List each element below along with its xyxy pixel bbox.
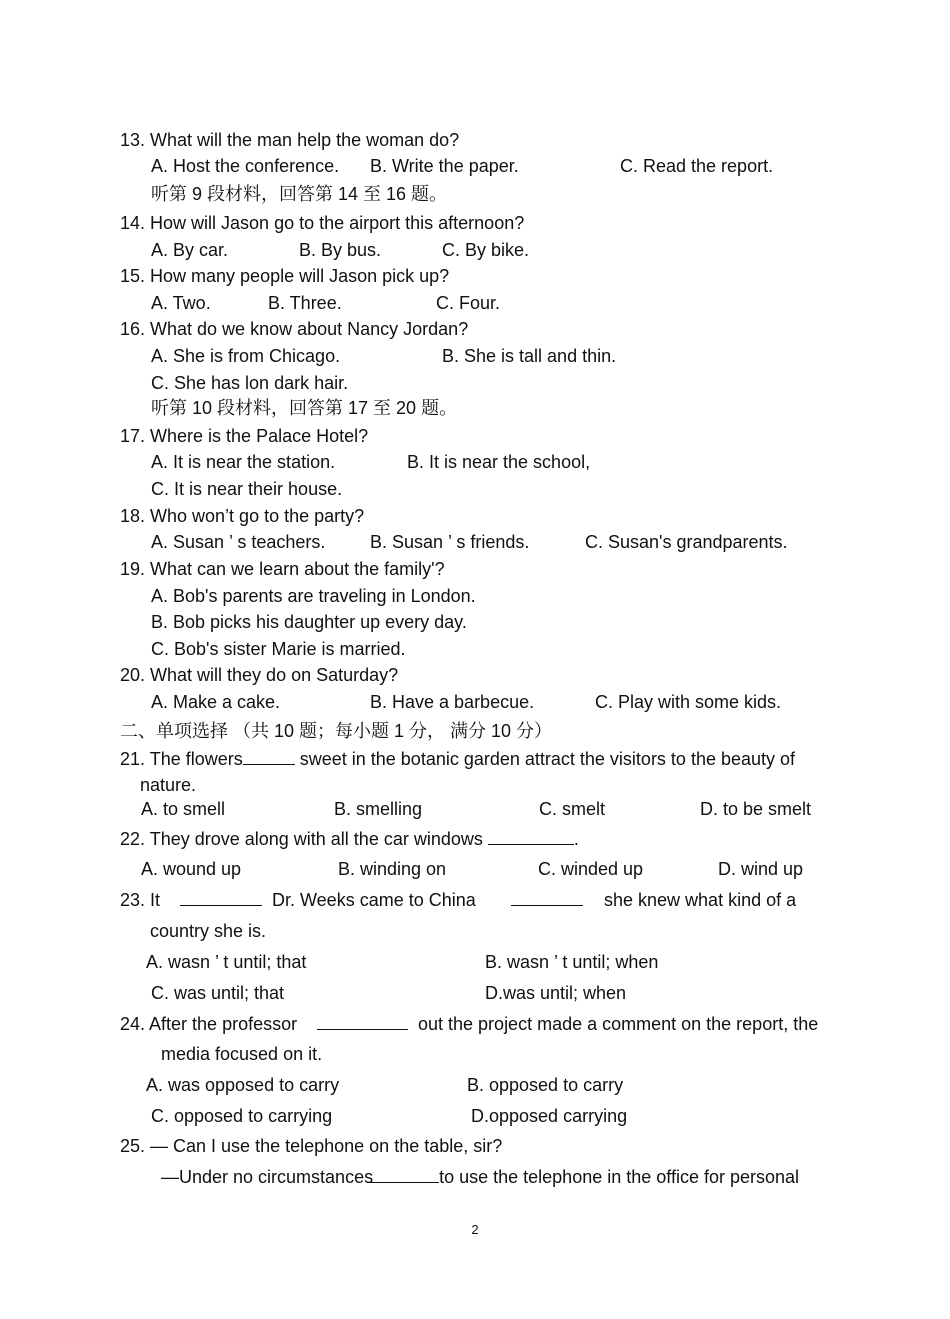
option-b: B. Three. <box>268 293 342 313</box>
option-a: A. Susan ’ s teachers. <box>151 532 326 552</box>
section-heading: 二、单项选择 （共 10 题；每小题 1 分， 满分 10 分） <box>120 721 553 741</box>
question-13-stem: 13. What will the man help the woman do? <box>120 130 460 150</box>
answer-blank <box>317 1013 408 1035</box>
option-a: A. By car. <box>151 240 229 260</box>
option-a: A. She is from Chicago. <box>151 346 341 366</box>
option-c: C. Play with some kids. <box>595 692 782 712</box>
question-24-stem-continued: media focused on it. <box>161 1044 323 1064</box>
option-b: B. Have a barbecue. <box>370 692 535 712</box>
option-b: B. She is tall and thin. <box>442 346 617 366</box>
option-c: C. Bob's sister Marie is married. <box>151 639 406 659</box>
option-c: C. smelt <box>539 799 606 819</box>
option-b: B. smelling <box>334 799 423 819</box>
answer-blank <box>488 828 574 845</box>
option-d: D.opposed carrying <box>471 1106 628 1126</box>
question-24-stem-part-a: 24. After the professor <box>120 1014 298 1034</box>
section-instruction: 听第 10 段材料，回答第 17 至 20 题。 <box>151 398 458 418</box>
question-22-stem <box>120 828 579 850</box>
option-a: A. to smell <box>141 799 226 819</box>
answer-blank <box>180 889 262 911</box>
page-number: 2 <box>471 1222 479 1237</box>
option-b: B. Write the paper. <box>370 156 519 176</box>
option-c: C. Read the report. <box>620 156 774 176</box>
option-c: C. By bike. <box>442 240 530 260</box>
option-b: B. Susan ’ s friends. <box>370 532 530 552</box>
question-16-stem: 16. What do we know about Nancy Jordan? <box>120 319 469 339</box>
option-c: C. Four. <box>436 293 501 313</box>
option-b: B. Bob picks his daughter up every day. <box>151 612 467 632</box>
answer-blank <box>367 1166 439 1183</box>
option-a: A. Two. <box>151 293 211 313</box>
question-23-stem-part-c: she knew what kind of a <box>604 890 797 910</box>
option-d: D. to be smelt <box>700 799 812 819</box>
stem-part-a: 22. They drove along with all the car windows <box>120 829 488 849</box>
question-23-stem-part-b: Dr. Weeks came to China <box>272 890 476 910</box>
question-21-stem-continued: nature. <box>140 775 197 795</box>
section-instruction: 听第 9 段材料，回答第 14 至 16 题。 <box>151 184 448 204</box>
question-25-stem: 25. — Can I use the telephone on the table, sir? <box>120 1136 503 1156</box>
question-20-stem: 20. What will they do on Saturday? <box>120 665 399 685</box>
option-b: B. It is near the school, <box>407 452 591 472</box>
option-c: C. Susan's grandparents. <box>585 532 788 552</box>
option-a: A. wasn ’ t until; that <box>146 952 307 972</box>
option-c: C. winded up <box>538 859 644 879</box>
question-14-stem: 14. How will Jason go to the airport this afternoon? <box>120 213 525 233</box>
answer-blank <box>511 889 583 911</box>
question-23-stem-continued: country she is. <box>150 921 267 941</box>
stem-part-a: 21. The flowers <box>120 749 243 769</box>
question-24-stem-part-b: out the project made a comment on the report, the <box>418 1014 819 1034</box>
option-c: C. She has lon dark hair. <box>151 373 349 393</box>
option-c: C. was until; that <box>151 983 285 1003</box>
option-c: C. It is near their house. <box>151 479 343 499</box>
stem-part-b: to use the telephone in the office for personal <box>439 1167 800 1187</box>
option-a: A. wound up <box>141 859 242 879</box>
option-d: D. wind up <box>718 859 804 879</box>
question-17-stem: 17. Where is the Palace Hotel? <box>120 426 369 446</box>
option-a: A. Host the conference. <box>151 156 340 176</box>
stem-part-b: sweet in the botanic garden attract the visitors to the beauty of <box>294 749 796 769</box>
stem-part-b: . <box>573 829 579 849</box>
option-b: B. By bus. <box>299 240 382 260</box>
option-a: A. Bob's parents are traveling in London. <box>151 586 476 606</box>
question-19-stem: 19. What can we learn about the family'? <box>120 559 445 579</box>
answer-blank <box>243 748 295 765</box>
question-21-stem <box>120 748 795 770</box>
option-a: A. Make a cake. <box>151 692 281 712</box>
option-a: A. It is near the station. <box>151 452 336 472</box>
question-25-response <box>161 1166 799 1188</box>
question-23-stem-part-a: 23. It <box>120 890 161 910</box>
stem-part-a: —Under no circumstances <box>161 1167 374 1187</box>
question-15-stem: 15. How many people will Jason pick up? <box>120 266 450 286</box>
option-a: A. was opposed to carry <box>146 1075 340 1095</box>
option-b: B. wasn ’ t until; when <box>485 952 659 972</box>
question-18-stem: 18. Who won’t go to the party? <box>120 506 365 526</box>
option-b: B. winding on <box>338 859 447 879</box>
option-b: B. opposed to carry <box>467 1075 624 1095</box>
option-d: D.was until; when <box>485 983 627 1003</box>
option-c: C. opposed to carrying <box>151 1106 333 1126</box>
